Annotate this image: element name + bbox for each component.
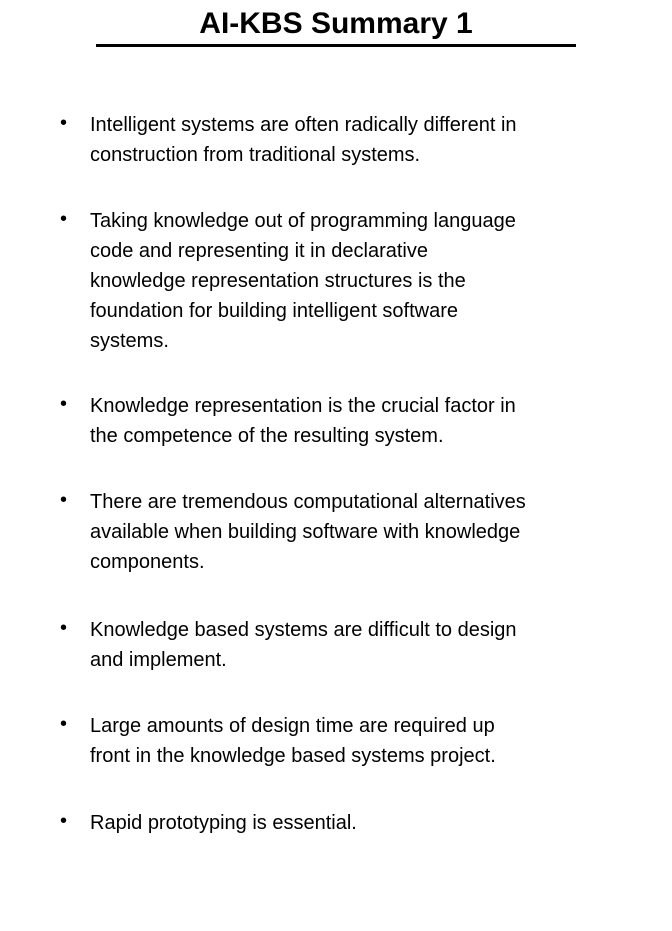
bullet-text: Taking knowledge out of programming language code and representing it in declarative knowledge representation structures is the foundation for building intelligent software systems. bbox=[90, 210, 516, 352]
title-underline bbox=[96, 44, 576, 47]
bullet-text: Rapid prototyping is essential. bbox=[90, 812, 357, 834]
bullet-icon: • bbox=[60, 810, 68, 832]
bullet-text: Knowledge representation is the crucial factor in the competence of the resulting system. bbox=[90, 395, 516, 447]
bullet-icon: • bbox=[60, 393, 68, 415]
bullet-icon: • bbox=[60, 713, 68, 735]
bullet-text: Large amounts of design time are required up front in the knowledge based systems project. bbox=[90, 715, 496, 767]
bullet-text: Intelligent systems are often radically different in construction from traditional systems. bbox=[90, 114, 517, 166]
bullet-icon: • bbox=[60, 208, 68, 230]
bullet-icon: • bbox=[60, 617, 68, 639]
bullet-icon: • bbox=[60, 112, 68, 134]
bullet-text: Knowledge based systems are difficult to design and implement. bbox=[90, 619, 517, 671]
bullet-icon: • bbox=[60, 489, 68, 511]
slide-title: AI-KBS Summary 1 bbox=[199, 7, 473, 40]
bullet-text: There are tremendous computational alternatives available when building software with knowledge components. bbox=[90, 491, 526, 573]
